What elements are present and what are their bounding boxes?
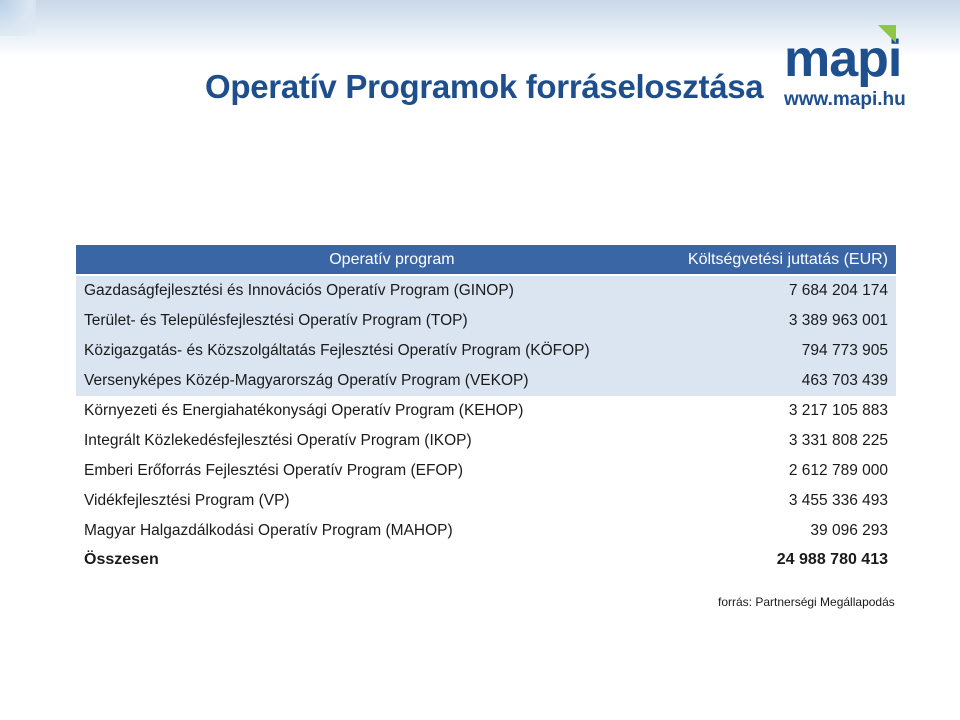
logo-wordmark: mapi [784, 30, 902, 88]
table-row [76, 306, 896, 336]
table-row [76, 456, 896, 486]
total-label: Összesen [76, 546, 656, 574]
program-name: Integrált Közlekedésfejlesztési Operatív Program (IKOP) [76, 426, 656, 456]
program-name: Emberi Erőforrás Fejlesztési Operatív Program (EFOP) [76, 456, 656, 486]
table-header-row [76, 245, 896, 275]
program-value: 794 773 905 [656, 336, 896, 366]
program-name: Közigazgatás- és Közszolgáltatás Fejlesztési Operatív Program (KÖFOP) [76, 336, 656, 366]
table-row [76, 396, 896, 426]
table-row [76, 275, 896, 306]
program-value: 463 703 439 [656, 366, 896, 396]
table-row [76, 366, 896, 396]
program-name: Terület- és Településfejlesztési Operatív Program (TOP) [76, 306, 656, 336]
program-value: 3 331 808 225 [656, 426, 896, 456]
budget-table [76, 245, 896, 574]
corner-decoration [0, 0, 36, 36]
program-value: 3 217 105 883 [656, 396, 896, 426]
table-row [76, 486, 896, 516]
program-name: Környezeti és Energiahatékonysági Operatív Program (KEHOP) [76, 396, 656, 426]
program-name: Magyar Halgazdálkodási Operatív Program (MAHOP) [76, 516, 656, 546]
program-name: Vidékfejlesztési Program (VP) [76, 486, 656, 516]
table-row [76, 336, 896, 366]
program-value: 2 612 789 000 [656, 456, 896, 486]
program-name: Gazdaságfejlesztési és Innovációs Operatív Program (GINOP) [76, 275, 656, 306]
logo-triangle-icon [878, 25, 896, 43]
program-value: 7 684 204 174 [656, 275, 896, 306]
table-row [76, 426, 896, 456]
total-value: 24 988 780 413 [656, 546, 896, 574]
program-value: 3 389 963 001 [656, 306, 896, 336]
total-row [76, 546, 896, 574]
program-value: 39 096 293 [656, 516, 896, 546]
mapi-logo [778, 25, 918, 115]
program-value: 3 455 336 493 [656, 486, 896, 516]
logo-url: www.mapi.hu [784, 89, 906, 110]
slide-title: Operatív Programok forráselosztása [205, 68, 764, 105]
program-name: Versenyképes Közép-Magyarország Operatív Program (VEKOP) [76, 366, 656, 396]
header-program: Operatív program [76, 245, 656, 275]
table-row [76, 516, 896, 546]
source-note: forrás: Partnerségi Megállapodás [718, 595, 895, 609]
header-budget: Költségvetési juttatás (EUR) [656, 245, 896, 275]
